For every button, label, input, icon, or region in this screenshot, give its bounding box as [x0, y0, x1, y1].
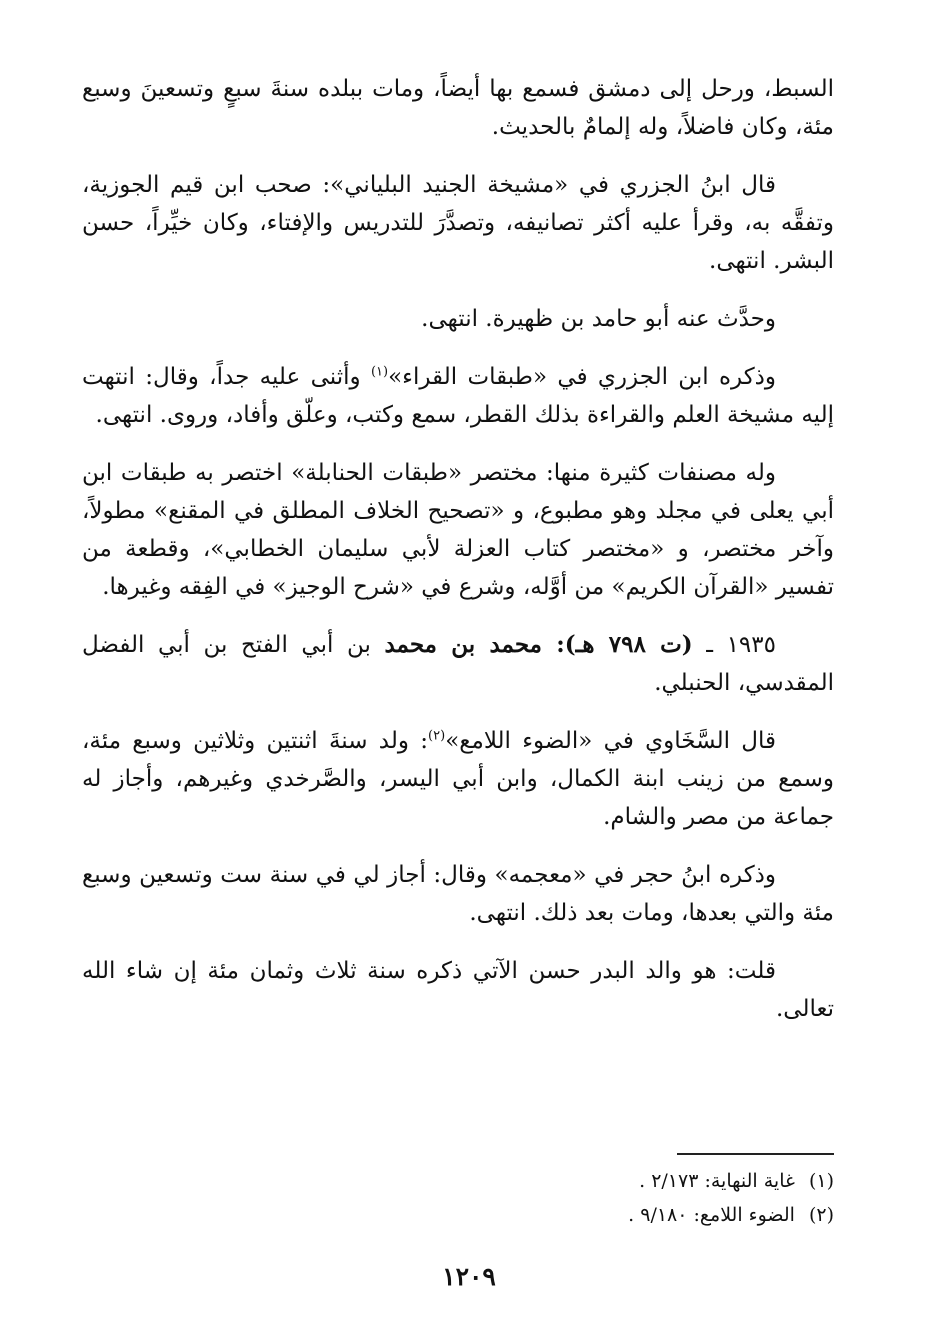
paragraph-6-before: قال السَّخَاوي في «الضوء اللامع»: [445, 728, 776, 754]
paragraph-5: وله مصنفات كثيرة منها: مختصر «طبقات الحنابلة» اختصر به طبقات ابن أبي يعلى في مجلد وهو مطبوع، و «تصحيح الخلاف المطلق في المقنع» مطولاً، وآخر مختصر، و «مختصر كتاب العزلة لأبي سليمان الخطابي»، وقطعة من تفسير «القرآن الكريم» من أوَّله، وشرع في «شرح الوجيز» في الفِقه وغيرها.: [82, 460, 835, 600]
paragraph-3: وحدَّث عنه أبو حامد بن ظهيرة. انتهى.: [421, 306, 776, 332]
footnote-divider: [677, 1153, 834, 1155]
entry-number: ١٩٣٥ ـ: [692, 632, 776, 658]
paragraph-2: قال ابنُ الجزري في «مشيخة الجنيد البلياني»: صحب ابن قيم الجوزية، وتفقَّه به، وقرأ عليه أكثر تصانيفه، وتصدَّرَ للتدريس والإفتاء، وكان خيِّراً، حسن البشر. انتهى.: [82, 172, 834, 274]
paragraph-6: [82, 722, 834, 836]
paragraph-4-after: وأثنى عليه جداً، وقال: انتهت إليه مشيخة العلم والقراءة بذلك القطر، سمع وكتب، وعلّق وأفاد، وروى. انتهى.: [82, 364, 834, 428]
footnote-2-number: (٢): [808, 1204, 834, 1226]
paragraph-4: [82, 358, 834, 434]
main-text: [82, 70, 834, 1028]
paragraph-7: وذكره ابنُ حجر في «معجمه» وقال: أجاز لي في سنة ست وتسعين وسبع مئة والتي بعدها، ومات بعد ذلك. انتهى.: [82, 862, 834, 926]
biography-entry-heading: [82, 626, 834, 702]
paragraph-8: قلت: هو والد البدر حسن الآتي ذكره سنة ثلاث وثمان مئة إن شاء الله تعالى.: [82, 958, 834, 1022]
footnote-2-text: الضوء اللامع: ٩/١٨٠ .: [628, 1204, 795, 1226]
footnote-1-number: (١): [808, 1170, 834, 1192]
paragraph-1: السبط، ورحل إلى دمشق فسمع بها أيضاً، ومات ببلده سنةَ سبعٍ وتسعينَ وسبع مئة، وكان فاضلاً، وله إلمامٌ بالحديث.: [82, 76, 834, 140]
footnote-ref-2: (٢): [428, 728, 446, 744]
entry-lineage: بن أبي الفتح بن أبي الفضل المقدسي، الحنبلي.: [82, 632, 834, 696]
entry-name: محمد بن محمد: [384, 631, 542, 658]
page-number: ١٢٠٩: [442, 1262, 496, 1291]
entry-death-year: (ت ٧٩٨ هـ):: [542, 631, 693, 658]
footnote-1: [82, 1164, 834, 1198]
footnotes: [82, 1164, 834, 1232]
footnote-2: [82, 1198, 834, 1232]
paragraph-6-after: : ولد سنةَ اثنتين وثلاثين وسبع مئة، وسمع من زينب ابنة الكمال، وابن أبي اليسر، والصَّرخدي وغيرهم، وأجاز له جماعة من مصر والشام.: [82, 728, 834, 830]
footnote-1-text: غاية النهاية: ٢/١٧٣ .: [639, 1170, 795, 1192]
footnote-ref-1: (١): [370, 364, 389, 380]
paragraph-4-before: وذكره ابن الجزري في «طبقات القراء»: [388, 364, 776, 390]
